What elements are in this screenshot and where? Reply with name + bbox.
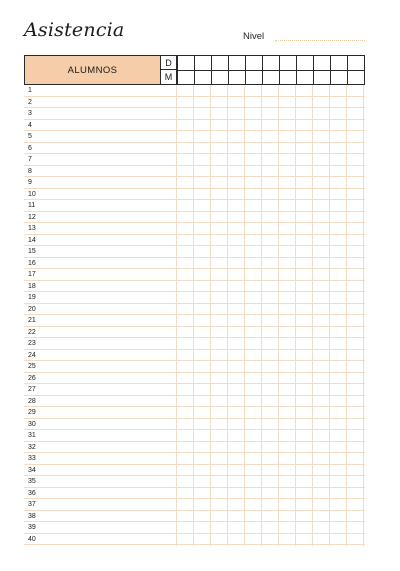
day-label-cell: D [161,56,177,70]
grid-column-line [329,85,330,546]
header-day-cell[interactable] [296,56,313,84]
header-day-cell[interactable] [347,56,364,84]
row-number: 11 [28,202,36,209]
row-number: 29 [28,409,36,416]
month-label-cell: M [161,70,177,84]
header-day-cell[interactable] [211,56,228,84]
row-number: 4 [28,121,32,129]
header-day-cell[interactable] [194,56,211,84]
students-header-cell: ALUMNOS [25,56,161,84]
student-row[interactable] [24,120,365,132]
header-day-cell[interactable] [177,56,194,84]
header-day-cell[interactable] [245,56,262,84]
grid-column-line [227,85,228,546]
row-number: 33 [28,455,36,462]
row-number: 31 [28,432,36,439]
row-number: 25 [28,363,36,370]
row-number: 16 [28,259,36,267]
row-number: 39 [28,524,36,531]
student-row[interactable] [24,442,365,454]
grid-column-line [193,85,194,546]
row-number: 24 [28,351,36,359]
row-number: 7 [28,156,32,163]
student-row[interactable] [24,361,365,373]
student-row[interactable] [24,143,365,155]
attendance-header [24,55,365,85]
row-number: 5 [28,133,32,140]
row-number: 34 [28,466,36,474]
level-field[interactable] [275,40,365,41]
student-row[interactable] [24,200,365,212]
row-number: 22 [28,328,36,336]
row-number: 3 [28,110,32,117]
row-number: 19 [28,294,36,301]
student-row[interactable] [24,476,365,488]
student-row[interactable] [24,177,365,189]
student-row[interactable] [24,269,365,281]
row-number: 10 [28,190,36,198]
student-row[interactable] [24,373,365,385]
row-number: 21 [28,317,36,324]
row-number: 26 [28,374,36,382]
row-number: 23 [28,340,36,347]
grid-column-line [312,85,313,546]
student-row[interactable] [24,85,365,97]
student-row[interactable] [24,304,365,316]
row-number: 20 [28,305,36,313]
student-row[interactable] [24,534,365,546]
row-number: 40 [28,535,36,543]
row-number: 8 [28,167,32,175]
row-number: 14 [28,236,36,244]
header-day-cell[interactable] [313,56,330,84]
grid-column-line [244,85,245,546]
row-number: 27 [28,386,36,393]
grid-column-line [261,85,262,546]
row-number: 38 [28,512,36,520]
grid-column-line [176,85,177,546]
grid-column-line [278,85,279,546]
student-row[interactable] [24,419,365,431]
page-title: Asistencia [24,19,125,41]
level-label: Nivel [243,31,265,42]
header-day-cell[interactable] [228,56,245,84]
row-number: 30 [28,420,36,428]
student-row[interactable] [24,292,365,304]
student-row[interactable] [24,154,365,166]
student-row[interactable] [24,258,365,270]
student-row[interactable] [24,166,365,178]
row-number: 9 [28,179,32,186]
student-row[interactable] [24,488,365,500]
grid-column-line [346,85,347,546]
student-row[interactable] [24,453,365,465]
student-row[interactable] [24,212,365,224]
row-number: 6 [28,144,32,152]
student-row[interactable] [24,315,365,327]
header-day-cell[interactable] [330,56,347,84]
student-row[interactable] [24,465,365,477]
header-day-cell[interactable] [279,56,296,84]
student-row[interactable] [24,522,365,534]
student-row[interactable] [24,246,365,258]
row-number: 17 [28,271,36,278]
grid-column-line [295,85,296,546]
student-row[interactable] [24,108,365,120]
student-row[interactable] [24,396,365,408]
row-number: 2 [28,98,32,106]
row-number: 18 [28,282,36,290]
row-number: 37 [28,501,36,508]
grid-column-line [363,85,364,546]
row-number: 1 [28,87,32,94]
row-number: 12 [28,213,36,221]
student-row[interactable] [24,131,365,143]
student-row[interactable] [24,327,365,339]
row-number: 15 [28,248,36,255]
student-row[interactable] [24,338,365,350]
row-number: 35 [28,478,36,485]
row-number: 28 [28,397,36,405]
row-number: 36 [28,489,36,497]
header-day-cell[interactable] [262,56,279,84]
row-number: 32 [28,443,36,451]
row-number: 13 [28,225,36,232]
student-row[interactable] [24,281,365,293]
student-row[interactable] [24,511,365,523]
student-row[interactable] [24,350,365,362]
student-row[interactable] [24,97,365,109]
student-row[interactable] [24,384,365,396]
attendance-grid [24,85,365,546]
student-row[interactable] [24,189,365,201]
student-row[interactable] [24,430,365,442]
student-row[interactable] [24,407,365,419]
student-row[interactable] [24,223,365,235]
student-row[interactable] [24,235,365,247]
grid-column-line [210,85,211,546]
student-row[interactable] [24,499,365,511]
